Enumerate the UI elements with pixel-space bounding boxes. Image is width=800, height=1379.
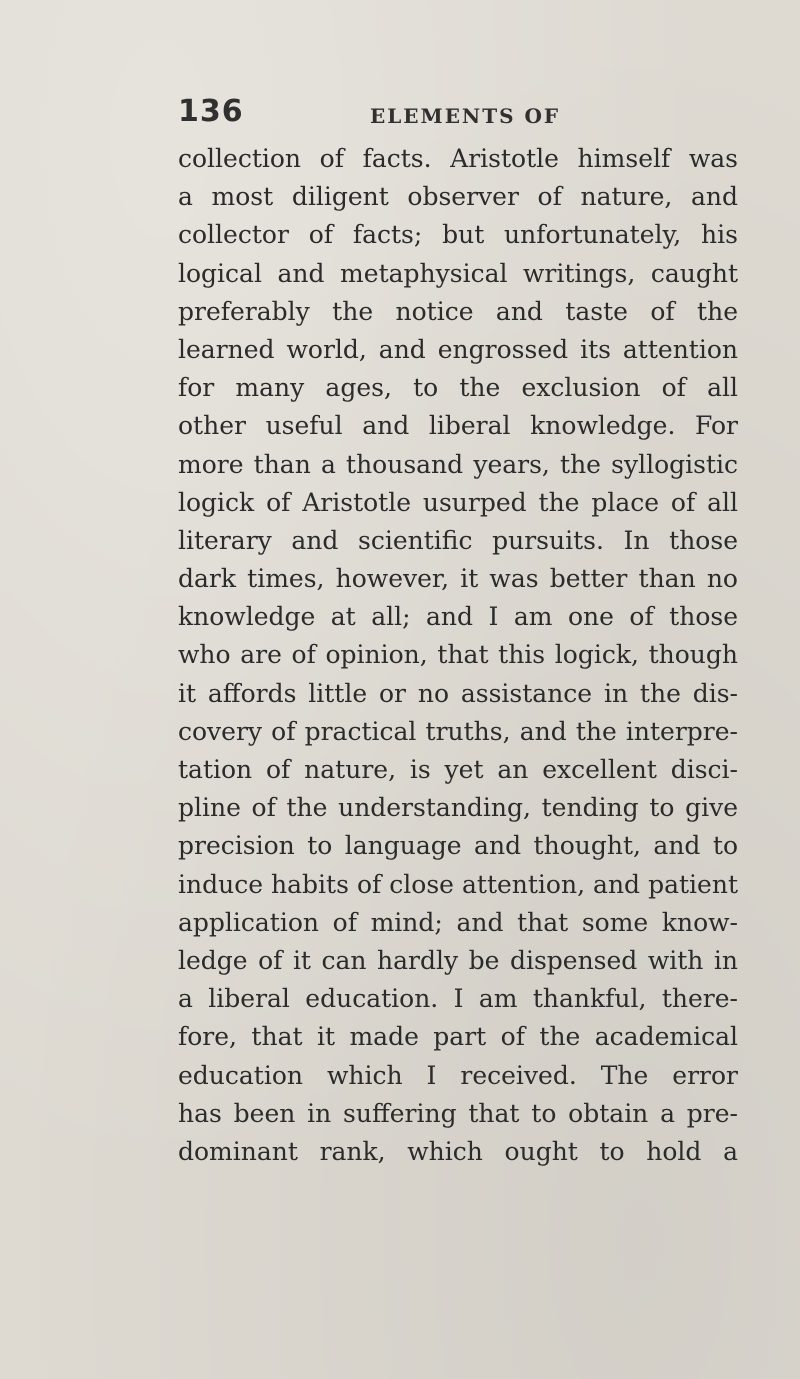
text-line: a most diligent observer of nature, and [178,182,738,212]
text-line: more than a thousand years, the syllogistic [178,449,738,479]
text-line: covery of practical truths, and the interpre- [178,716,738,746]
text-line: has been in suffering that to obtain a pre- [178,1098,738,1128]
text-line: dark times, however, it was better than no [178,564,738,594]
text-line: education which I received. The error [178,1060,738,1090]
text-line: induce habits of close attention, and patient [178,869,738,899]
text-line: ledge of it can hardly be dispensed with in [178,945,738,975]
text-line: knowledge at all; and I am one of those [178,602,738,632]
text-line: literary and scientific pursuits. In those [178,525,738,555]
text-line: precision to language and thought, and to [178,831,738,861]
text-line: other useful and liberal knowledge. For [178,411,738,441]
text-line: collector of facts; but unfortunately, his [178,220,738,250]
text-line: pline of the understanding, tending to give [178,793,738,823]
text-line: who are of opinion, that this logick, though [178,640,738,670]
body-text [178,140,738,1171]
text-line: fore, that it made part of the academical [178,1022,738,1052]
text-line: tation of nature, is yet an excellent disci- [178,755,738,784]
text-line: a liberal education. I am thankful, there- [178,984,738,1014]
text-line: collection of facts. Aristotle himself was [178,144,738,173]
text-line: preferably the notice and taste of the [178,296,738,326]
text-line: application of mind; and that some know- [178,907,738,937]
text-line: dominant rank, which ought to hold a [178,1136,738,1166]
text-line: it affords little or no assistance in the dis- [178,678,738,708]
text-line: logick of Aristotle usurped the place of all [178,487,738,517]
text-line: learned world, and engrossed its attention [178,334,738,364]
text-line: logical and metaphysical writings, caught [178,258,738,288]
running-head [178,94,738,134]
running-title: ELEMENTS OF [370,104,561,128]
text-line: for many ages, to the exclusion of all [178,373,738,403]
page-number: 136 [178,94,244,129]
